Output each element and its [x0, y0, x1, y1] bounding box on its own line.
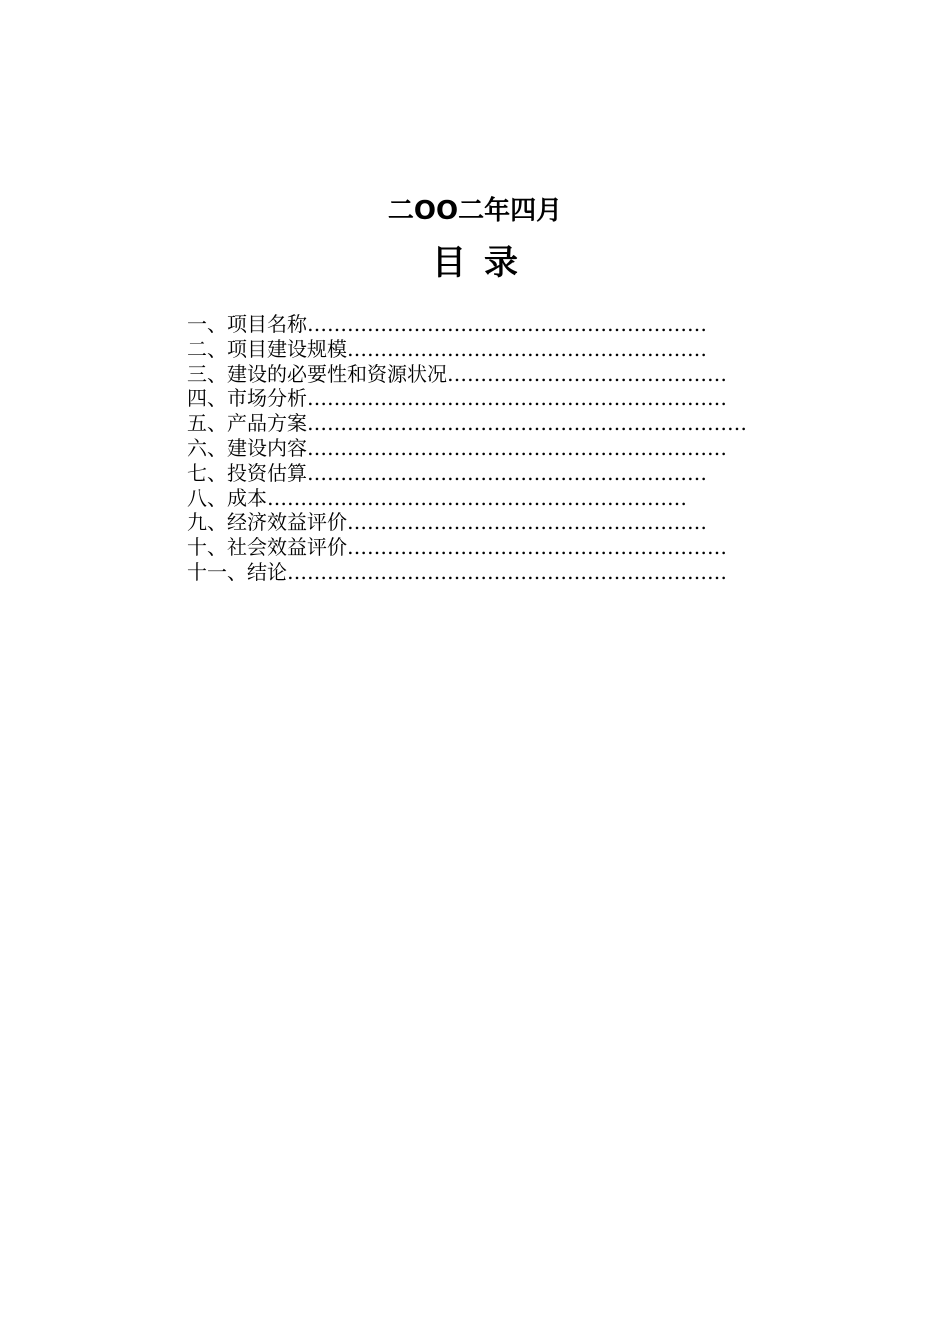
toc-title: 目录: [432, 243, 536, 283]
toc-dot-leader: ……………………………………: [447, 361, 727, 386]
toc-item-label: 四、市场分析: [187, 386, 307, 411]
toc-dot-leader: ………………………………………………………: [307, 386, 727, 411]
toc-item[interactable]: [187, 312, 747, 337]
toc-item-label: 六、建设内容: [187, 435, 307, 460]
toc-item[interactable]: [187, 386, 747, 411]
toc-item-label: 九、经济效益评价: [187, 510, 347, 535]
toc-dot-leader: ……………………………………………………: [307, 312, 707, 336]
toc-item[interactable]: [187, 510, 747, 535]
toc-item-label: 十一、结论: [187, 559, 287, 584]
toc-dot-leader: ………………………………………………: [347, 510, 707, 535]
toc-item[interactable]: [187, 337, 747, 362]
toc-item-label: 十、社会效益评价: [187, 535, 347, 560]
toc-item-label: 五、产品方案: [187, 411, 307, 436]
toc-item[interactable]: [187, 436, 747, 461]
toc-dot-leader: ………………………………………………………: [307, 435, 727, 460]
toc-item[interactable]: [187, 411, 747, 436]
toc-item[interactable]: [187, 461, 747, 486]
toc-dot-leader: ………………………………………………: [347, 336, 707, 361]
toc-item[interactable]: [187, 560, 747, 585]
toc-dot-leader: ……………………………………………………: [307, 460, 707, 485]
toc-dot-leader: …………………………………………………………: [287, 559, 727, 584]
table-of-contents: [187, 312, 747, 585]
toc-item[interactable]: [187, 362, 747, 387]
toc-item-label: 八、成本: [187, 485, 267, 510]
document-date: 二OO二年四月: [387, 196, 563, 226]
toc-item-label: 二、项目建设规模: [187, 336, 347, 361]
toc-dot-leader: …………………………………………………: [347, 535, 727, 560]
toc-item[interactable]: [187, 486, 747, 511]
toc-dot-leader: ………………………………………………………: [267, 485, 687, 510]
toc-item-label: 七、投资估算: [187, 460, 307, 485]
toc-dot-leader: …………………………………………………………: [307, 411, 747, 436]
toc-item-label: 一、项目名称: [187, 312, 307, 336]
toc-item-label: 三、建设的必要性和资源状况: [187, 361, 447, 386]
toc-item[interactable]: [187, 535, 747, 560]
